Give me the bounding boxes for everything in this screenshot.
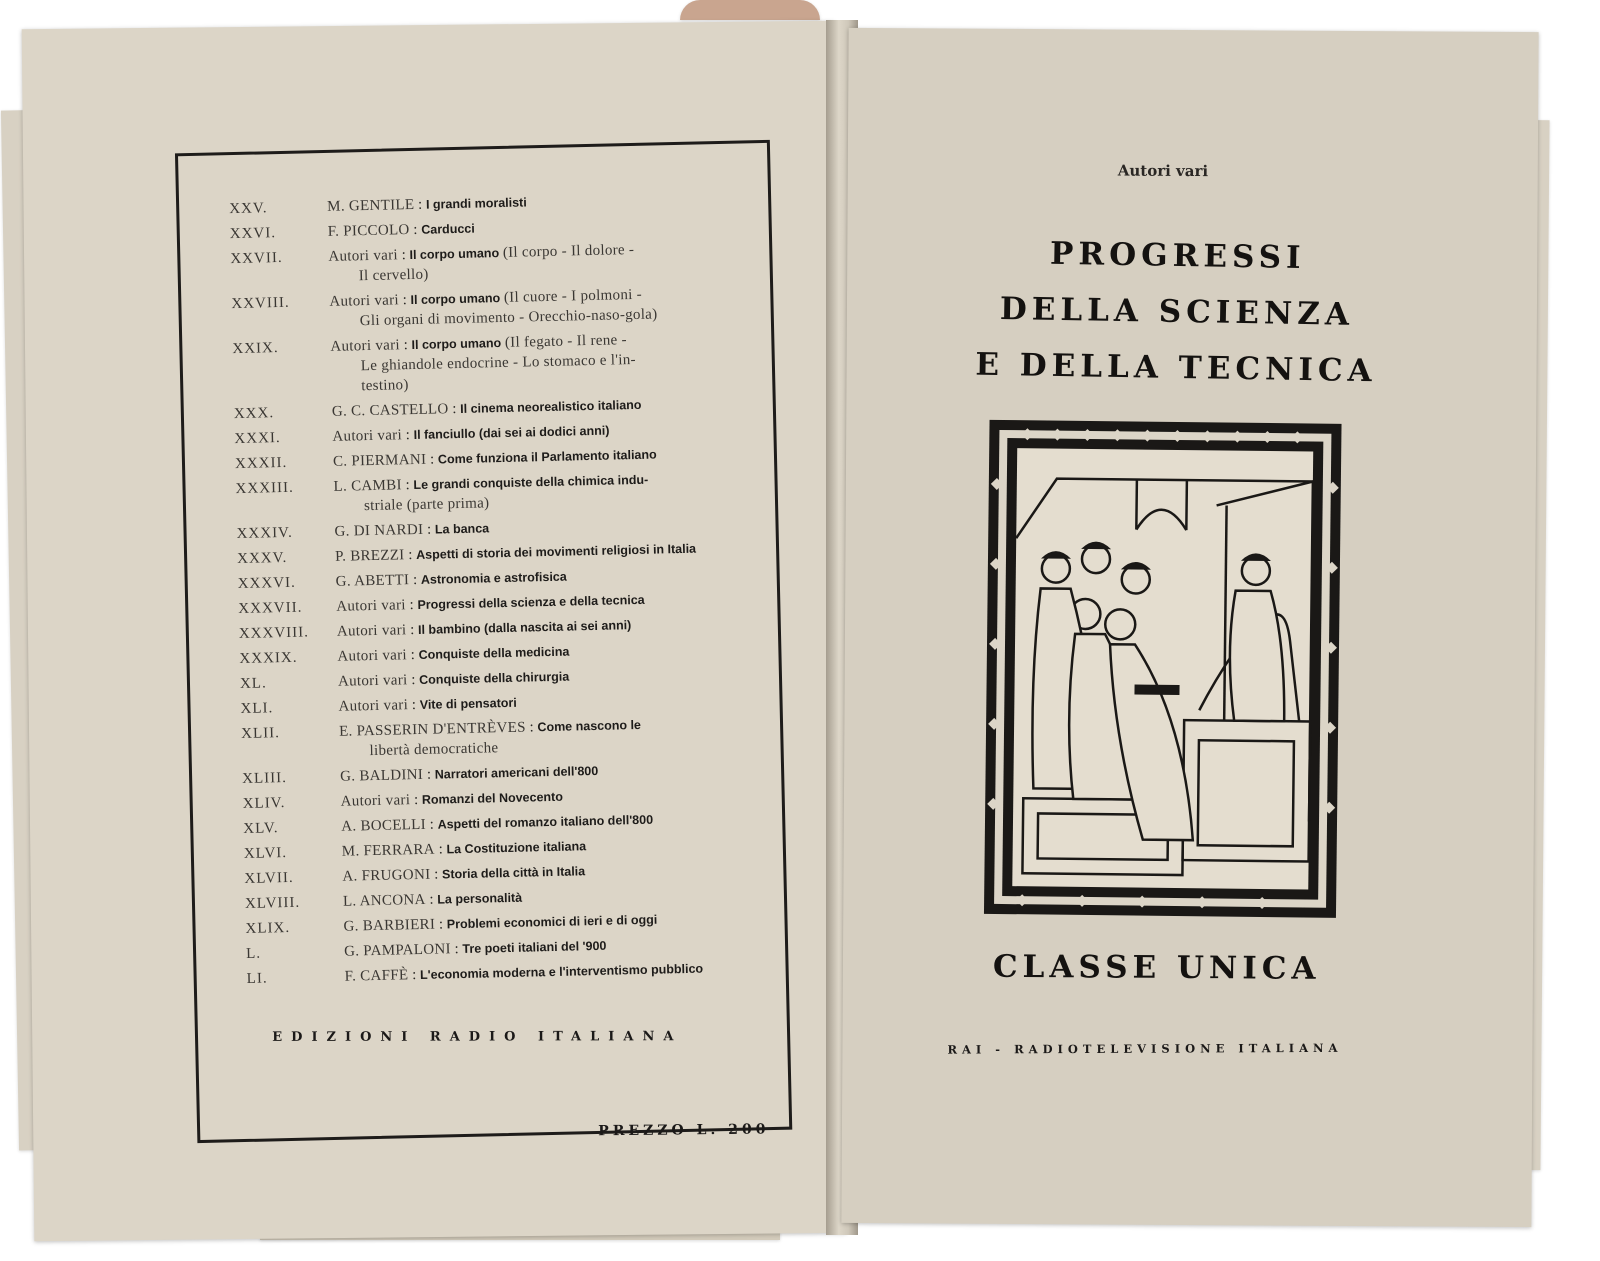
entry-body: Autori vari : Il corpo umano (Il cuore - I polmoni - Gli organi di movimento - Orecchio-naso-gola) bbox=[329, 283, 732, 332]
entry-body: G. ABETTI : Astronomia e astrofisica bbox=[335, 569, 567, 590]
entry-title: L'economia moderna e l'interventismo pubblico bbox=[419, 961, 704, 983]
entry-title: Progressi della scienza e della tecnica bbox=[417, 592, 645, 612]
entry-title: Il cinema neorealistico italiano bbox=[460, 397, 642, 416]
entry-number: XXVI. bbox=[229, 225, 277, 243]
entry-body: F. CAFFÈ : L'economia moderna e l'interventismo pubblico bbox=[344, 961, 704, 985]
entry-author: Autori vari bbox=[328, 247, 399, 265]
entry-number: XXXII. bbox=[234, 454, 288, 473]
entry-body: P. BREZZI : Aspetti di storia dei movimenti religiosi in Italia bbox=[334, 541, 697, 565]
entry-author: Autori vari bbox=[338, 697, 409, 715]
entry-author: G. C. CASTELLO bbox=[331, 401, 449, 420]
entry-author: G. BALDINI bbox=[339, 766, 424, 785]
entry-number: XLIV. bbox=[242, 795, 286, 812]
entry-author: Autori vari bbox=[336, 597, 406, 615]
entry-title: Il corpo umano bbox=[410, 291, 501, 308]
entry-body: G. DI NARDI : La banca bbox=[334, 521, 490, 540]
entry-author: F. CAFFÈ bbox=[344, 967, 409, 985]
entry-author: Autori vari bbox=[340, 792, 411, 810]
entry-author: Autori vari bbox=[337, 672, 408, 690]
entry-subtitle: (Il cuore - I polmoni - bbox=[503, 286, 643, 306]
entry-body: Autori vari : Il fanciullo (dai sei ai dodici anni) bbox=[332, 423, 610, 445]
entry-number: XXXV. bbox=[236, 549, 288, 568]
entry-number: XLVII. bbox=[244, 869, 294, 887]
entry-body: Autori vari : Vite di pensatori bbox=[338, 695, 517, 715]
entry-title: Storia della città in Italia bbox=[441, 864, 586, 882]
entry-number: XXXIX. bbox=[239, 649, 298, 668]
entry-title: Astronomia e astrofisica bbox=[420, 569, 567, 587]
torn-corner bbox=[680, 0, 820, 20]
entry-author: E. PASSERIN D'ENTRÈVES bbox=[338, 719, 526, 740]
entry-author: A. BOCELLI bbox=[341, 816, 427, 835]
entry-title: Vite di pensatori bbox=[419, 695, 517, 712]
entry-number: XXXVII. bbox=[238, 599, 303, 618]
entry-number: XXXI. bbox=[234, 430, 281, 448]
entry-author: Autori vari bbox=[337, 647, 408, 665]
broadcaster-name: RAI - RADIOTELEVISIONE ITALIANA bbox=[947, 1040, 1343, 1057]
cover-title-line: DELLA SCIENZA bbox=[999, 290, 1355, 333]
cover-author: Autori vari bbox=[1117, 161, 1209, 181]
series-name: CLASSE UNICA bbox=[992, 948, 1321, 987]
entry-author: G. ABETTI bbox=[335, 572, 410, 590]
entry-author: M. FERRARA bbox=[341, 841, 436, 860]
entry-title: Il corpo umano bbox=[409, 246, 500, 263]
entry-author: Autori vari bbox=[329, 292, 400, 310]
entry-subtitle: (Il corpo - Il dolore - bbox=[502, 241, 635, 261]
entry-title: Il fanciullo (dai sei ai dodici anni) bbox=[413, 423, 610, 443]
entry-body: Autori vari : Conquiste della chirurgia bbox=[337, 669, 570, 690]
entry-title: Aspetti di storia dei movimenti religiosi in Italia bbox=[416, 541, 697, 562]
entry-title: Carducci bbox=[421, 221, 475, 237]
series-entry bbox=[230, 238, 731, 289]
entry-number: XLVIII. bbox=[244, 894, 301, 912]
entry-body: M. GENTILE : I grandi moralisti bbox=[327, 195, 527, 215]
entry-body: Autori vari : Romanzi del Novecento bbox=[340, 789, 564, 810]
entry-author: G. BARBIERI bbox=[343, 916, 436, 935]
entry-number: XXVIII. bbox=[231, 294, 290, 313]
entry-title: Romanzi del Novecento bbox=[421, 789, 564, 807]
entry-body: A. FRUGONI : Storia della città in Italia bbox=[342, 864, 586, 885]
entry-number: XXXIII. bbox=[235, 479, 294, 498]
entry-author: M. GENTILE bbox=[327, 196, 415, 215]
entry-body: Autori vari : Il bambino (dalla nascita ai sei anni) bbox=[336, 618, 632, 640]
entry-author: G. DI NARDI bbox=[334, 521, 424, 540]
entry-continuation: testino) bbox=[361, 377, 409, 395]
entry-number: XXVII. bbox=[230, 249, 283, 268]
entry-title: Aspetti del romanzo italiano dell'800 bbox=[437, 812, 654, 832]
entry-number: XXXVIII. bbox=[238, 624, 310, 643]
entry-number: XXXIV. bbox=[236, 524, 293, 543]
cover-title bbox=[941, 224, 1414, 400]
entry-number: XLVI. bbox=[243, 844, 288, 862]
series-entry bbox=[235, 468, 736, 519]
entry-body: M. FERRARA : La Costituzione italiana bbox=[341, 839, 587, 860]
series-entry bbox=[241, 713, 742, 764]
entry-author: G. PAMPALONI bbox=[343, 941, 451, 960]
entry-body: A. BOCELLI : Aspetti del romanzo italiano dell'800 bbox=[341, 812, 654, 835]
entry-author: Autori vari bbox=[330, 337, 401, 355]
entry-body: C. PIERMANI : Come funziona il Parlamento italiano bbox=[332, 447, 657, 470]
entry-subtitle: (Il fegato - Il rene - bbox=[504, 332, 628, 351]
cover-title-line: E DELLA TECNICA bbox=[975, 346, 1377, 390]
entry-title: Conquiste della chirurgia bbox=[419, 669, 570, 687]
entry-number: L. bbox=[245, 945, 262, 962]
entry-number: XXX. bbox=[233, 405, 275, 423]
entry-title: Le grandi conquiste della chimica indu- bbox=[413, 472, 649, 493]
entry-title: Il bambino (dalla nascita ai sei anni) bbox=[417, 618, 632, 637]
entry-author: L. CAMBI bbox=[333, 477, 402, 495]
entry-body: G. BARBIERI : Problemi economici di ieri e di oggi bbox=[343, 912, 658, 935]
entry-author: L. ANCONA bbox=[342, 891, 426, 910]
entry-title: Il corpo umano bbox=[411, 336, 502, 353]
entry-title: Conquiste della medicina bbox=[418, 644, 570, 662]
entry-title: Come funziona il Parlamento italiano bbox=[437, 447, 657, 467]
entry-title: La Costituzione italiana bbox=[446, 839, 587, 857]
series-entry bbox=[246, 958, 746, 989]
entry-body: Autori vari : Il corpo umano (Il fegato - Il rene - Le ghiandole endocrine - Lo stomaco e l'in- testino) bbox=[330, 328, 733, 397]
entry-title: Come nascono le bbox=[537, 717, 642, 735]
entry-continuation: libertà democratiche bbox=[369, 740, 499, 760]
entry-author: F. PICCOLO bbox=[327, 222, 410, 240]
front-cover bbox=[841, 28, 1538, 1227]
entry-title: I grandi moralisti bbox=[425, 195, 527, 212]
entry-body: Autori vari : Progressi della scienza e della tecnica bbox=[336, 592, 645, 615]
entry-number: XLII. bbox=[240, 725, 281, 743]
back-cover bbox=[22, 21, 847, 1241]
price-label: PREZZO L. 200 bbox=[598, 1121, 770, 1140]
entry-author: P. BREZZI bbox=[334, 547, 405, 565]
entry-body: G. C. CASTELLO : Il cinema neorealistico italiano bbox=[331, 397, 642, 420]
entry-number: XXV. bbox=[229, 200, 268, 218]
entry-number: XLI. bbox=[240, 700, 274, 718]
entry-number: XXXVI. bbox=[237, 574, 296, 593]
entry-number: XLIII. bbox=[241, 769, 288, 787]
entry-title: Narratori americani dell'800 bbox=[434, 763, 599, 782]
entry-author: A. FRUGONI bbox=[342, 866, 431, 885]
entry-number: LI. bbox=[246, 970, 268, 987]
entry-continuation: Il cervello) bbox=[358, 266, 429, 285]
entry-continuation: Le ghiandole endocrine - Lo stomaco e l'in- bbox=[360, 351, 637, 375]
entry-continuation: Gli organi di movimento - Orecchio-naso-gola) bbox=[359, 306, 658, 330]
entry-author: Autori vari bbox=[332, 427, 403, 445]
series-entry bbox=[232, 328, 733, 399]
entry-author: Autori vari bbox=[336, 622, 407, 640]
entry-continuation: striale (parte prima) bbox=[363, 495, 490, 515]
series-entry bbox=[231, 283, 732, 334]
entry-body: L. CAMBI : Le grandi conquiste della chimica indu- striale (parte prima) bbox=[333, 468, 736, 517]
woodcut-illustration bbox=[982, 418, 1344, 920]
entry-title: La personalità bbox=[437, 890, 523, 907]
cover-title-line: PROGRESSI bbox=[1049, 235, 1306, 277]
entry-body: G. BALDINI : Narratori americani dell'800 bbox=[339, 763, 599, 785]
entry-title: Tre poeti italiani del '900 bbox=[462, 938, 607, 957]
entry-title: Problemi economici di ieri e di oggi bbox=[446, 912, 658, 932]
entry-author: C. PIERMANI bbox=[332, 451, 427, 470]
series-list bbox=[175, 140, 792, 1143]
publisher-name: EDIZIONI RADIO ITALIANA bbox=[272, 1029, 683, 1045]
entry-number: XLV. bbox=[243, 820, 279, 837]
entry-number: XXIX. bbox=[232, 340, 279, 358]
entry-body: Autori vari : Il corpo umano (Il corpo - Il dolore - Il cervello) bbox=[328, 238, 731, 287]
entry-number: XLIX. bbox=[245, 919, 291, 937]
entry-body: L. ANCONA : La personalità bbox=[342, 890, 523, 910]
entry-body: Autori vari : Conquiste della medicina bbox=[337, 644, 570, 665]
entry-body: G. PAMPALONI : Tre poeti italiani del '900 bbox=[343, 938, 607, 960]
entry-body: F. PICCOLO : Carducci bbox=[327, 221, 475, 240]
entry-title: La banca bbox=[434, 521, 490, 537]
entry-body: E. PASSERIN D'ENTRÈVES : Come nascono le libertà democratiche bbox=[339, 713, 742, 762]
entry-number: XL. bbox=[239, 675, 267, 693]
